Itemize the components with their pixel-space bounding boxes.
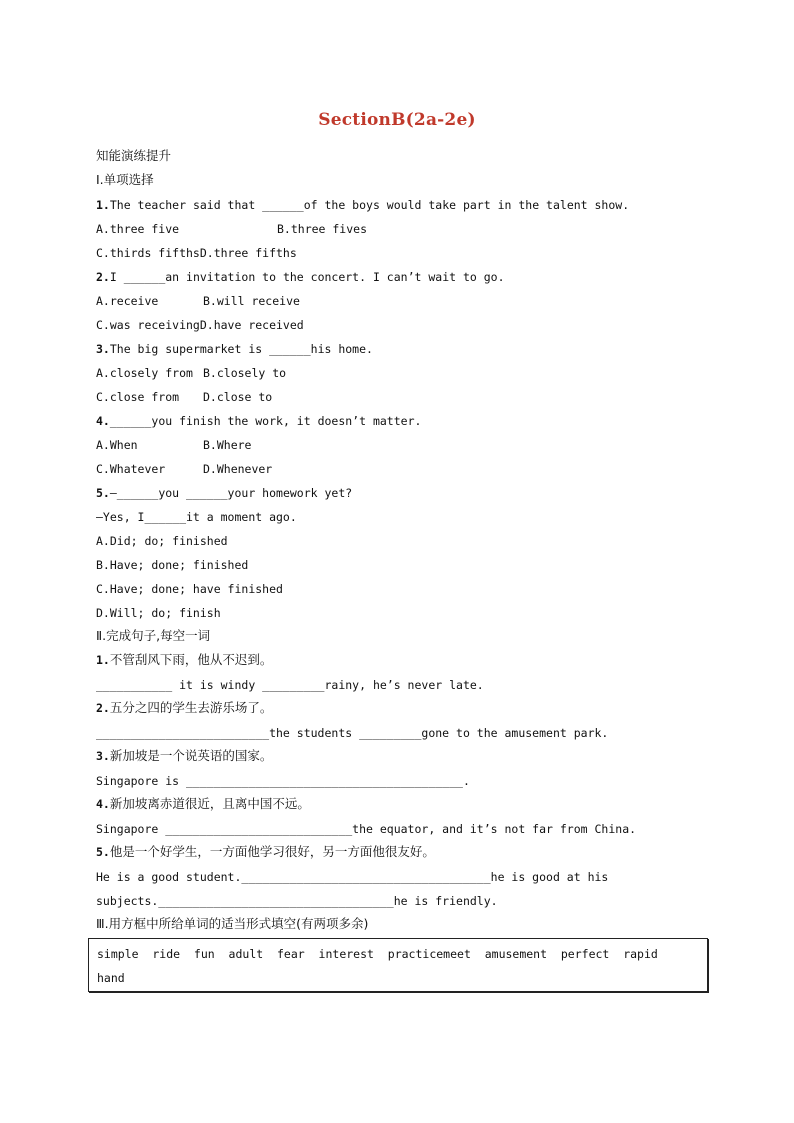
- question-text: I ______an invitation to the concert. I can’t wait to go.: [109, 270, 505, 284]
- sentence-2-prompt: [96, 700, 272, 716]
- sentence-number: 5.: [96, 845, 110, 859]
- question-number: 1.: [96, 198, 110, 212]
- q2-option-a: A.receive: [96, 294, 159, 308]
- q5-option-b: B.Have; done; finished: [96, 558, 249, 572]
- q5-option-d: D.Will; do; finish: [96, 606, 221, 620]
- q5-option-c: C.Have; done; have finished: [96, 582, 283, 596]
- question-text: The teacher said that ______of the boys would take part in the talent show.: [109, 198, 630, 212]
- sentence-number: 1.: [96, 653, 110, 667]
- word-bank-line-2: hand: [97, 971, 125, 985]
- q5-option-a: A.Did; do; finished: [96, 534, 228, 548]
- q1-options-cd: C.thirds fifthsD.three fifths: [96, 246, 297, 260]
- sentence-1-prompt: [96, 652, 272, 668]
- q3-option-a: A.closely from: [96, 366, 193, 380]
- question-text: The big supermarket is ______his home.: [109, 342, 373, 356]
- sentence-4-prompt: [96, 796, 310, 812]
- sentence-4-blank: Singapore ___________________________the equator, and it’s not far from China.: [96, 822, 637, 836]
- question-5: [96, 485, 352, 501]
- sentence-chinese: 不管刮风下雨，他从不迟到。: [109, 652, 273, 667]
- question-number: 5.: [96, 486, 110, 500]
- q5-reply: —Yes, I______it a moment ago.: [96, 510, 297, 524]
- q1-option-a: A.three five: [96, 222, 180, 236]
- question-1: [96, 197, 629, 213]
- q1-option-b: B.three fives: [277, 222, 368, 236]
- q4-option-d: D.Whenever: [203, 462, 273, 476]
- question-3: [96, 341, 373, 357]
- section2-heading: Ⅱ.完成句子,每空一词: [96, 628, 211, 643]
- sentence-number: 4.: [96, 797, 110, 811]
- q4-option-c: C.Whatever: [96, 462, 166, 476]
- q3-option-d: D.close to: [203, 390, 273, 404]
- sentence-5-blank-line1: He is a good student.____________________________________he is good at his: [96, 870, 609, 884]
- sentence-2-blank: _________________________the students _________gone to the amusement park.: [96, 726, 609, 740]
- q2-options-cd: C.was receivingD.have received: [96, 318, 304, 332]
- sentence-1-blank: ___________ it is windy _________rainy, he’s never late.: [96, 678, 484, 692]
- section1-heading: Ⅰ.单项选择: [96, 172, 154, 187]
- sentence-5-prompt: [96, 844, 435, 860]
- question-number: 2.: [96, 270, 110, 284]
- q3-option-c: C.close from: [96, 390, 180, 404]
- section3-heading: Ⅲ.用方框中所给单词的适当形式填空(有两项多余): [96, 916, 369, 931]
- sentence-number: 3.: [96, 749, 110, 763]
- q4-option-a: A.When: [96, 438, 138, 452]
- word-bank-box: [88, 938, 708, 992]
- q2-option-b: B.will receive: [203, 294, 300, 308]
- sentence-3-blank: Singapore is ________________________________________.: [96, 774, 470, 788]
- sentence-chinese: 他是一个好学生，一方面他学习很好，另一方面他很友好。: [109, 844, 435, 859]
- subtitle: 知能演练提升: [96, 148, 172, 163]
- question-2: [96, 269, 505, 285]
- sentence-5-blank-line2: subjects.__________________________________he is friendly.: [96, 894, 498, 908]
- question-4: [96, 413, 421, 429]
- q3-option-b: B.closely to: [203, 366, 287, 380]
- sentence-chinese: 新加坡离赤道很近，且离中国不远。: [109, 796, 310, 811]
- question-number: 4.: [96, 414, 110, 428]
- question-number: 3.: [96, 342, 110, 356]
- sentence-chinese: 五分之四的学生去游乐场了。: [109, 700, 273, 715]
- question-text: —______you ______your homework yet?: [109, 486, 353, 500]
- sentence-chinese: 新加坡是一个说英语的国家。: [109, 748, 273, 763]
- word-bank-line-1: simple ride fun adult fear interest practicemeet amusement perfect rapid: [97, 947, 658, 961]
- q4-option-b: B.Where: [203, 438, 252, 452]
- page-title: SectionB(2a-2e): [318, 110, 476, 130]
- question-text: ______you finish the work, it doesn’t matter.: [109, 414, 422, 428]
- sentence-3-prompt: [96, 748, 272, 764]
- sentence-number: 2.: [96, 701, 110, 715]
